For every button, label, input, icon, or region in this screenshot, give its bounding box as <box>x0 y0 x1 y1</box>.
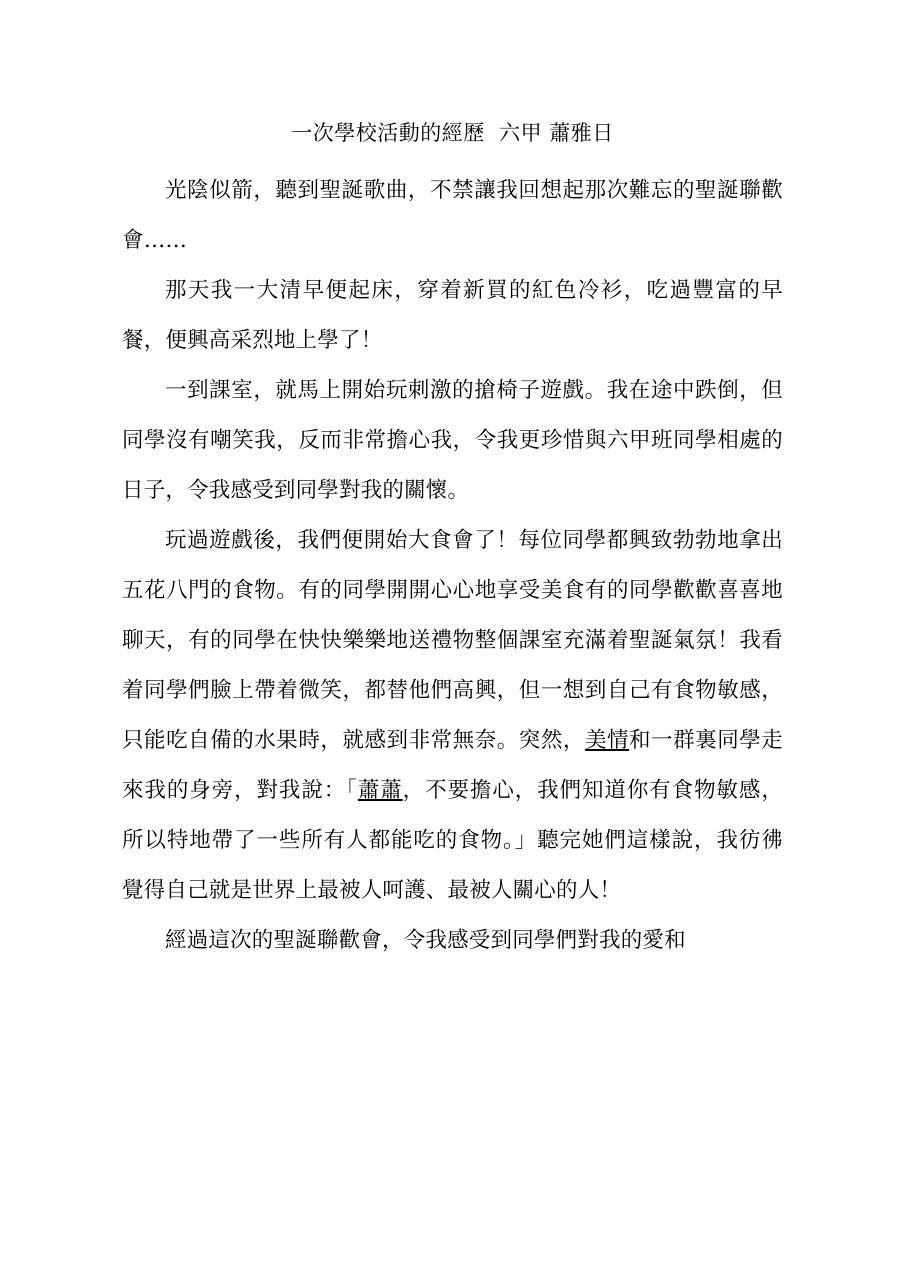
paragraph <box>122 166 783 266</box>
text-run: 玩過遊戲後，我們便開始大食會了！每位同學都興致勃勃地拿出五花八門的食物。有的同學開開心心地享受美食有的同學歡歡喜喜地聊天，有的同學在快快樂樂地送禮物整個課室充滿着聖誕氣氛！我看着同學們臉上帶着微笑，都替他們高興，但一想到自己有食物敏感，只能吃自備的水果時，就感到非常無奈。突然， <box>122 527 783 753</box>
text-run: ，不要擔心，我們知道你有食物敏感，所以特地帶了一些所有人都能吃的食物。」聽完她們這樣說，我彷彿覺得自己就是世界上最被人呵護、最被人關心的人！ <box>122 777 784 903</box>
text-run: 經過這次的聖誕聯歡會，令我感受到同學們對我的愛和 <box>165 927 686 953</box>
text-run: 和一群裏同學走來我的身旁，對我說：「 <box>122 727 783 803</box>
paragraph <box>122 516 783 916</box>
underlined-text: 美情 <box>584 727 630 753</box>
paragraph <box>122 266 783 366</box>
underlined-text: 蕭蕭 <box>357 777 403 803</box>
text-run: 光陰似箭，聽到聖誕歌曲，不禁讓我回想起那次難忘的聖誕聯歡會…… <box>122 177 783 253</box>
document-body <box>122 166 783 966</box>
text-run: 那天我一大清早便起床，穿着新買的紅色冷衫，吃過豐富的早餐，便興高采烈地上學了！ <box>122 277 783 353</box>
text-run: 一到課室，就馬上開始玩刺激的搶椅子遊戲。我在途中跌倒，但同學沒有嘲笑我，反而非常擔心我，令我更珍惜與六甲班同學相處的日子，令我感受到同學對我的關懷。 <box>122 377 783 503</box>
paragraph <box>122 916 783 966</box>
page-title: 一次學校活動的經歷 六甲 蕭雅日 <box>291 121 614 145</box>
paragraph <box>122 366 783 516</box>
